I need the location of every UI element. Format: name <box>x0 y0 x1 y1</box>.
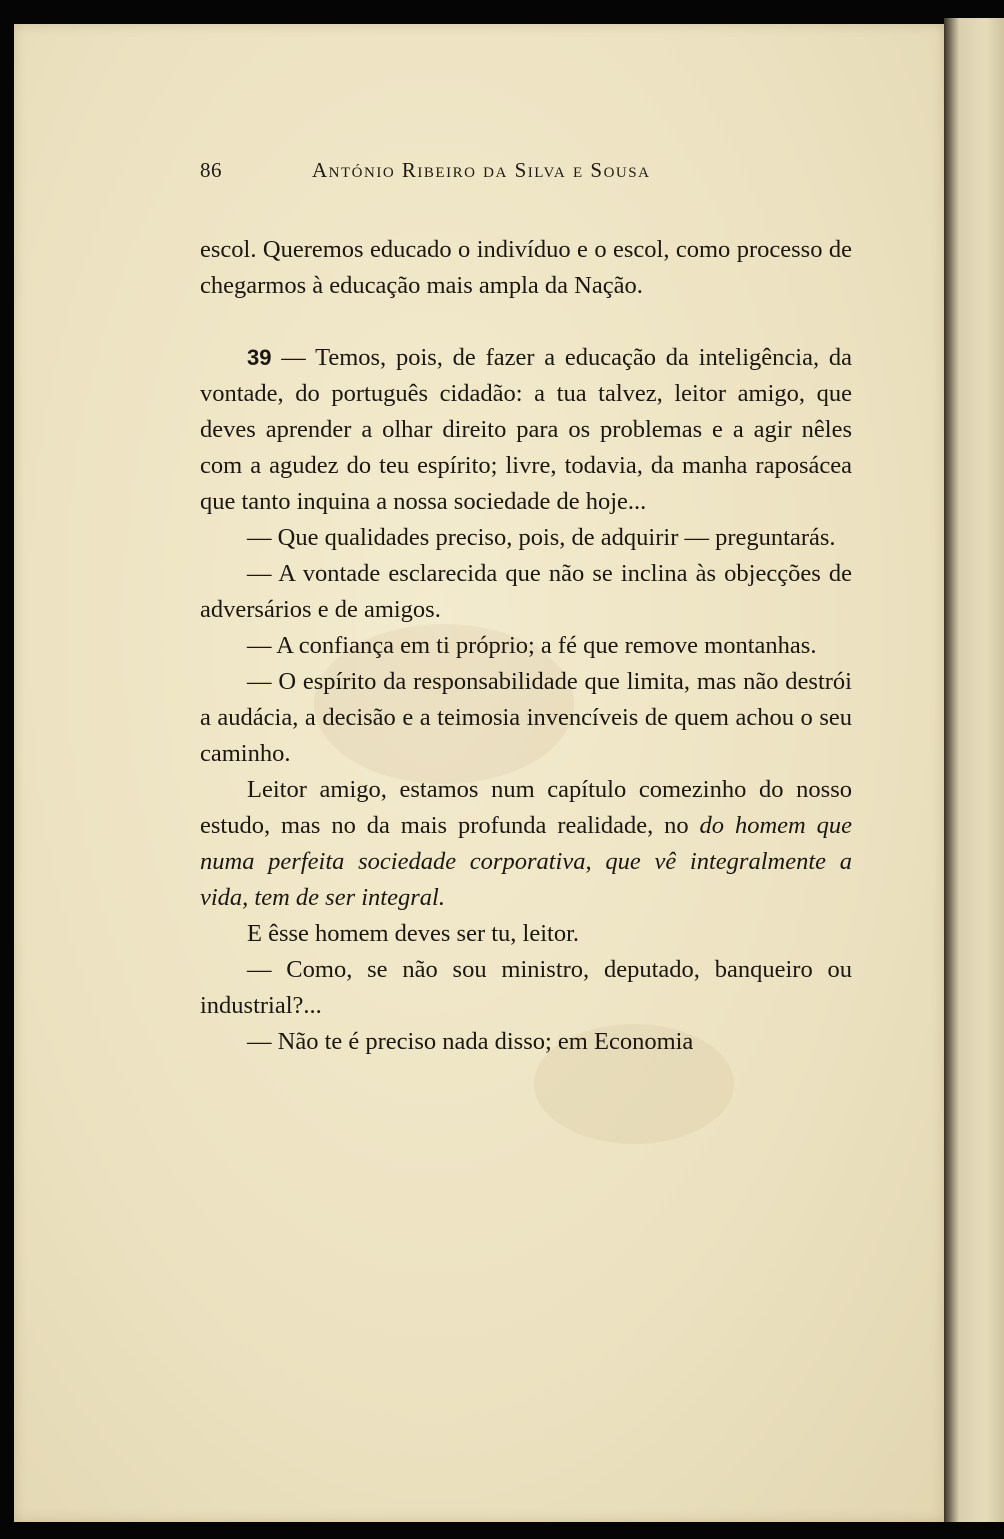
dialogue-answer-3: — O espírito da responsabilidade que limita, mas não destrói a audácia, a decisão e a teimosia invencíveis de quem achou o seu caminho. <box>200 668 852 767</box>
paragraph-spacer <box>200 304 852 340</box>
paragraph-39 <box>200 340 852 520</box>
paragraph-1: escol. Queremos educado o indivíduo e o escol, como processo de chegarmos à educação mais ampla da Nação. <box>200 236 852 299</box>
section-number: 39 <box>247 345 272 370</box>
paragraph-leitor-amigo-text: Leitor amigo, estamos num capítulo comezinho do nosso estudo, mas no da mais profunda realidade, no <box>200 776 852 839</box>
paragraph-39-text: — Temos, pois, de fazer a educação da inteligência, da vontade, do português cidadão: a tua talvez, leitor amigo, que deves aprender a olhar direito para os problemas e a agir nêles com a agudez do teu espírito; livre, todavia, da manha raposácea que tanto inquina a nossa sociedade de hoje... <box>200 344 852 515</box>
dialogue-answer-4: — Não te é preciso nada disso; em Economia <box>247 1028 694 1055</box>
dialogue-question-2: — Como, se não sou ministro, deputado, banqueiro ou industrial?... <box>200 956 852 1019</box>
dialogue-question: — Que qualidades preciso, pois, de adquirir — preguntarás. <box>247 524 836 551</box>
page-body <box>200 232 852 1060</box>
dialogue-answer-1: — A vontade esclarecida que não se inclina às objecções de adversários e de amigos. <box>200 560 852 623</box>
paragraph-leitor-amigo <box>200 772 852 916</box>
adjacent-page-edge <box>944 18 1004 1522</box>
running-title: António Ribeiro da Silva e Sousa <box>312 158 651 182</box>
page-number: 86 <box>200 158 222 182</box>
dialogue-answer-2: — A confiança em ti próprio; a fé que remove montanhas. <box>247 632 817 659</box>
paragraph-italic-phrase: do homem que numa perfeita sociedade corporativa, que vê integralmente a vida, tem de ser integral. <box>200 812 852 911</box>
paragraph-esse-homem: E êsse homem deves ser tu, leitor. <box>247 920 580 947</box>
